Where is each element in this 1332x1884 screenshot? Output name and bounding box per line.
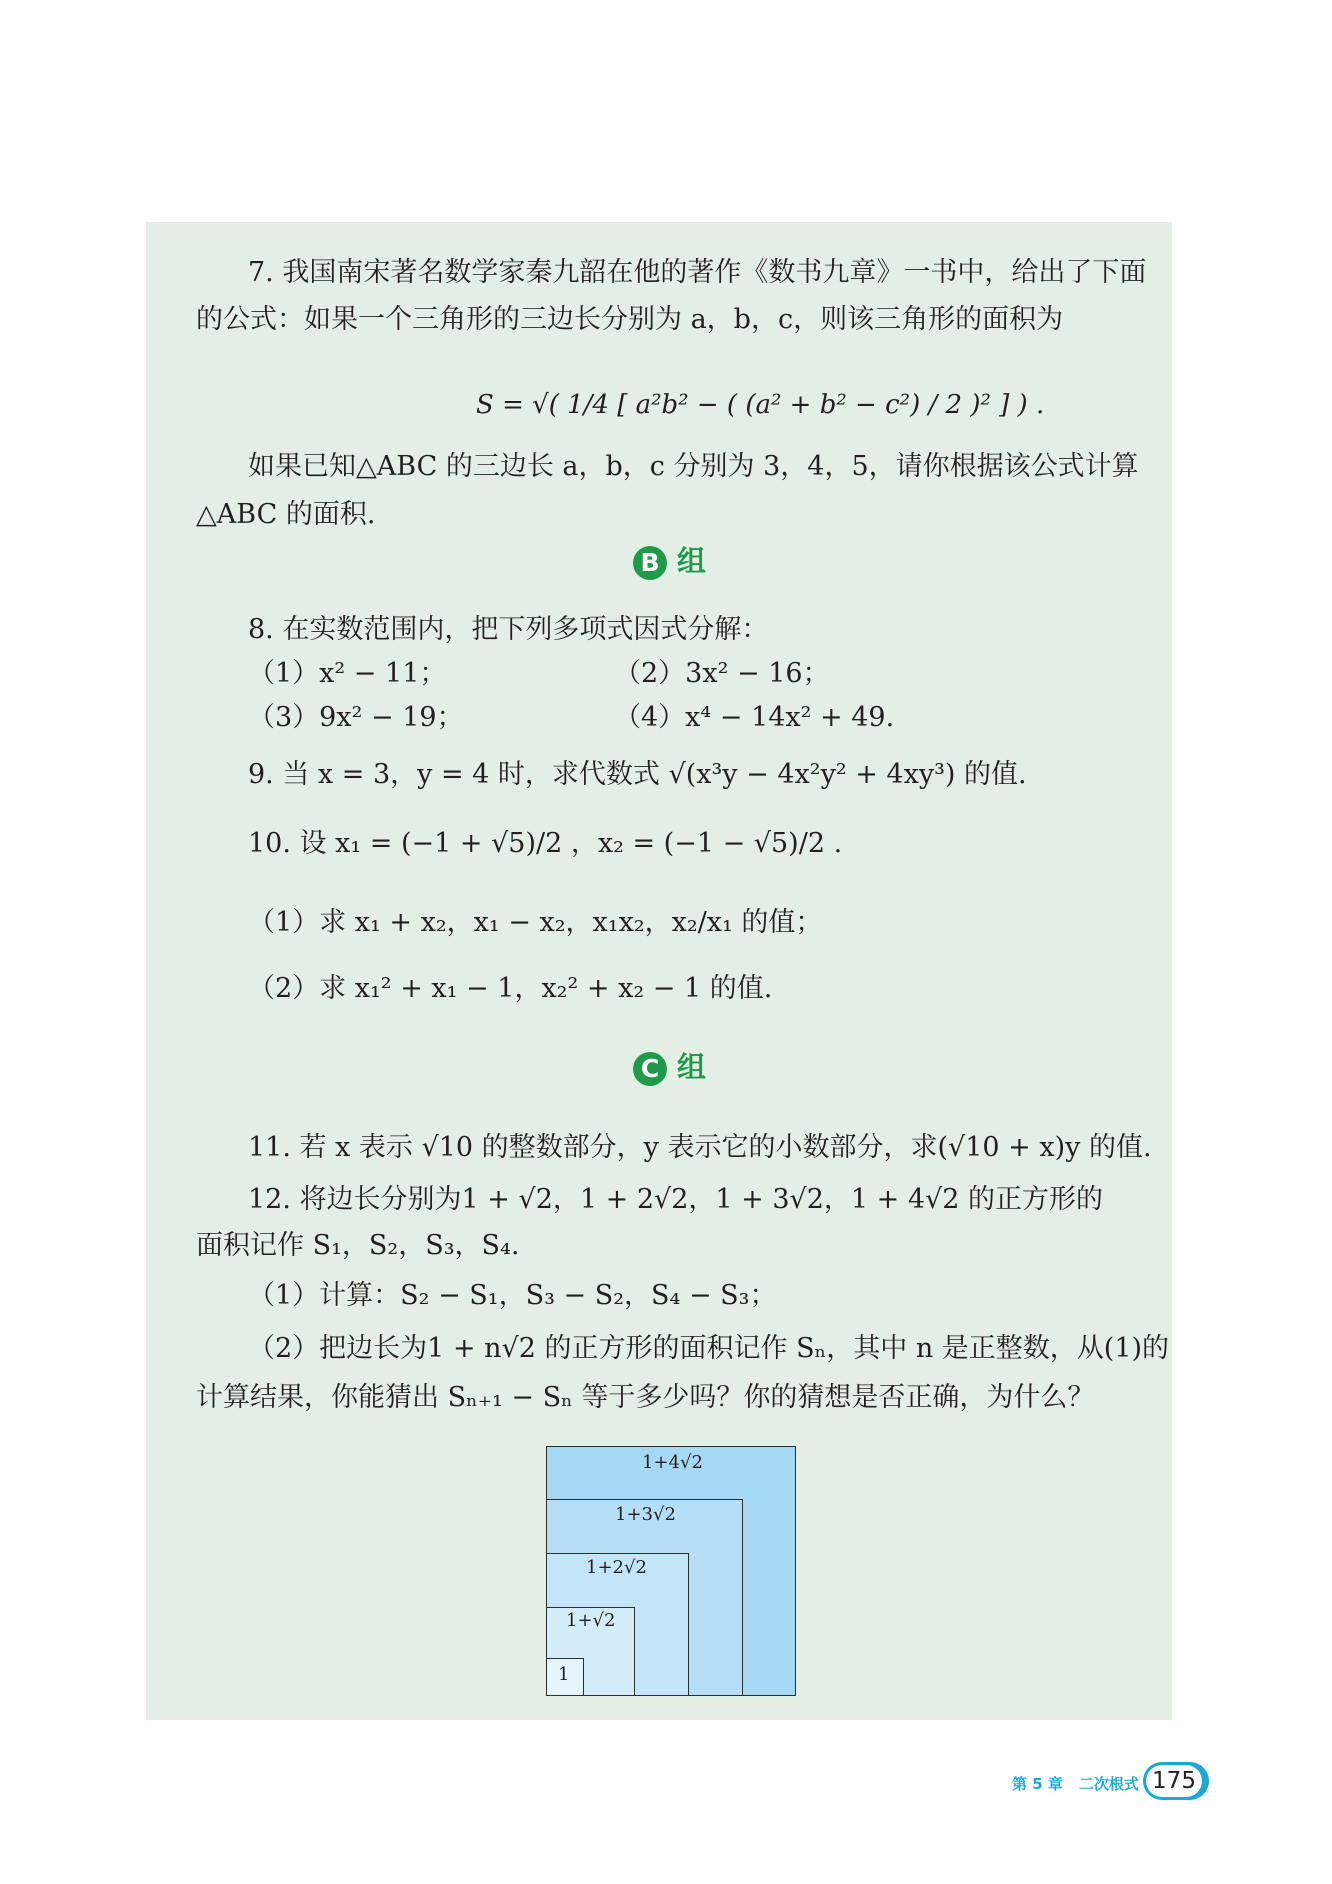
label-1: 1 — [558, 1664, 570, 1685]
problem-12-line-1: 12. 将边长分别为1 + √2，1 + 2√2，1 + 3√2，1 + 4√2 的正方形的 — [248, 1184, 1104, 1215]
problem-9: 9. 当 x = 3，y = 4 时，求代数式 √(x³y − 4x²y² + 4xy³) 的值. — [248, 759, 1027, 790]
group-c-badge: C — [633, 1052, 667, 1086]
group-c-label: 组 — [677, 1050, 707, 1084]
group-b-title — [633, 539, 706, 580]
group-b-label: 组 — [677, 544, 707, 578]
problem-7-line-1: 7. 我国南宋著名数学家秦九韶在他的著作《数书九章》一书中，给出了下面 — [248, 257, 1147, 288]
label-1-plus-4root2: 1+4√2 — [642, 1452, 703, 1473]
label-1-plus-2root2: 1+2√2 — [586, 1557, 647, 1578]
chapter-title: 二次根式 — [1078, 1775, 1139, 1793]
problem-10-part-2: （2）求 x₁² + x₁ − 1，x₂² + x₂ − 1 的值. — [248, 973, 773, 1004]
problem-12-line-2: 面积记作 S₁，S₂，S₃，S₄. — [196, 1230, 520, 1261]
problem-12-part-1: （1）计算：S₂ − S₁，S₃ − S₂，S₄ − S₃； — [248, 1280, 777, 1311]
problem-7-line-4: △ABC 的面积. — [196, 499, 376, 530]
problem-12-part-2-line-2: 计算结果，你能猜出 Sₙ₊₁ − Sₙ 等于多少吗？你的猜想是否正确，为什么？ — [196, 1382, 1095, 1413]
footer-chapter — [1012, 1773, 1155, 1794]
problem-12-part-2-line-1: （2）把边长为1 + n√2 的正方形的面积记作 Sₙ，其中 n 是正整数，从(1)的 — [248, 1333, 1170, 1364]
problem-8-part-4: （4）x⁴ − 14x² + 49. — [614, 702, 895, 733]
heron-qin-formula: S = √( 1/4 [ a²b² − ( (a² + b² − c²) / 2 )² ] ) . — [476, 390, 1045, 420]
page-number: 175 — [1146, 1765, 1202, 1797]
problem-8-part-3: （3）9x² − 19； — [248, 702, 464, 733]
problem-10-stem: 10. 设 x₁ = (−1 + √5)/2 ，x₂ = (−1 − √5)/2 . — [248, 828, 843, 859]
group-b-badge: B — [633, 546, 667, 580]
problem-8-part-2: （2）3x² − 16； — [614, 658, 830, 689]
page-number-badge — [1143, 1762, 1209, 1800]
label-1-plus-3root2: 1+3√2 — [615, 1504, 676, 1525]
problem-10-part-1: （1）求 x₁ + x₂，x₁ − x₂，x₁x₂，x₂/x₁ 的值； — [248, 907, 823, 938]
label-1-plus-root2: 1+√2 — [566, 1610, 616, 1631]
problem-8-part-1: （1）x² − 11； — [248, 658, 447, 689]
problem-8-stem: 8. 在实数范围内，把下列多项式因式分解： — [248, 614, 769, 645]
problem-7-line-2: 的公式：如果一个三角形的三边长分别为 a，b，c，则该三角形的面积为 — [196, 304, 1064, 335]
group-c-title — [633, 1045, 706, 1086]
problem-7-line-3: 如果已知△ABC 的三边长 a，b，c 分别为 3，4，5，请你根据该公式计算 — [248, 451, 1139, 482]
problem-11: 11. 若 x 表示 √10 的整数部分，y 表示它的小数部分，求(√10 + x)y 的值. — [248, 1132, 1152, 1163]
chapter-number: 第 5 章 — [1012, 1775, 1063, 1793]
